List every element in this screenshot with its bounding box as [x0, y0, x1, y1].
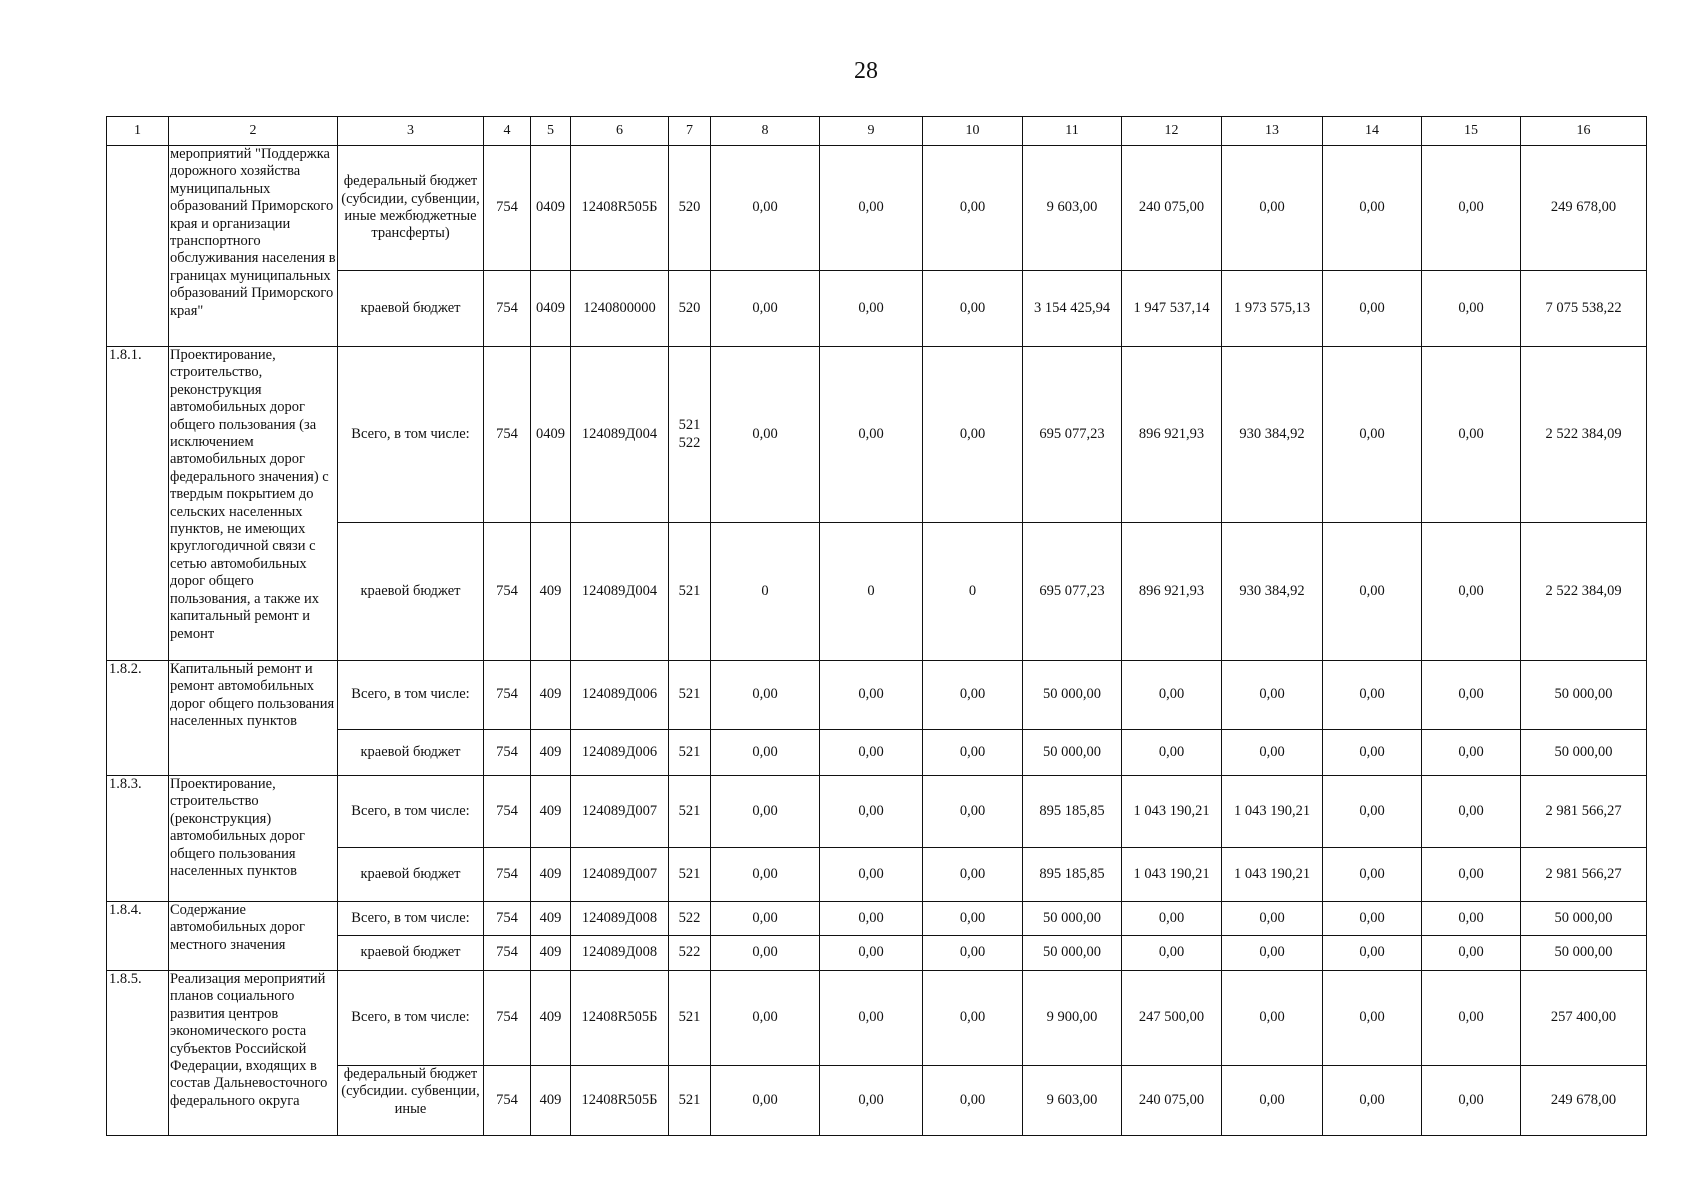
- year-col-8-cell: 0,00: [711, 971, 820, 1066]
- section-code-cell: 409: [531, 1066, 571, 1136]
- year-col-13-cell: 930 384,92: [1222, 347, 1323, 523]
- year-col-15-cell: 0,00: [1422, 271, 1521, 347]
- target-article-cell: 124089Д006: [571, 661, 669, 730]
- target-article-cell: 124089Д007: [571, 776, 669, 848]
- year-col-12-cell: 1 947 537,14: [1122, 271, 1222, 347]
- table-row: [107, 661, 1647, 730]
- column-header: 10: [923, 117, 1023, 146]
- expense-type-cell: 521: [669, 776, 711, 848]
- budget-source-cell: федеральный бюджет (субсидии. субвенции, иные: [338, 1066, 484, 1136]
- year-col-9-cell: 0: [820, 523, 923, 661]
- year-col-15-cell: 0,00: [1422, 523, 1521, 661]
- total-cell: 7 075 538,22: [1521, 271, 1647, 347]
- table-row: [107, 523, 1647, 661]
- year-col-10-cell: 0,00: [923, 661, 1023, 730]
- measure-name: Капитальный ремонт и ремонт автомобильных дорог общего пользования населенных пунктов: [169, 661, 338, 776]
- year-col-14-cell: 0,00: [1323, 902, 1422, 936]
- target-article-cell: 124089Д008: [571, 902, 669, 936]
- year-col-8-cell: 0,00: [711, 936, 820, 971]
- year-col-8-cell: 0,00: [711, 347, 820, 523]
- year-col-13-cell: 0,00: [1222, 936, 1323, 971]
- ministry-code-cell: 754: [484, 1066, 531, 1136]
- year-col-8-cell: 0,00: [711, 730, 820, 776]
- expense-type-cell: 521 522: [669, 347, 711, 523]
- budget-source-cell: краевой бюджет: [338, 730, 484, 776]
- year-col-14-cell: 0,00: [1323, 1066, 1422, 1136]
- expense-type-cell: 521: [669, 730, 711, 776]
- year-col-11-cell: 9 603,00: [1023, 146, 1122, 271]
- row-number: 1.8.3.: [107, 776, 169, 902]
- column-header: 1: [107, 117, 169, 146]
- year-col-15-cell: 0,00: [1422, 936, 1521, 971]
- total-cell: 50 000,00: [1521, 661, 1647, 730]
- year-col-9-cell: 0,00: [820, 661, 923, 730]
- year-col-9-cell: 0,00: [820, 730, 923, 776]
- ministry-code-cell: 754: [484, 347, 531, 523]
- column-header: 2: [169, 117, 338, 146]
- budget-source-cell: Всего, в том числе:: [338, 971, 484, 1066]
- year-col-14-cell: 0,00: [1323, 776, 1422, 848]
- column-header: 9: [820, 117, 923, 146]
- table-row: [107, 971, 1647, 1066]
- year-col-13-cell: 1 973 575,13: [1222, 271, 1323, 347]
- year-col-14-cell: 0,00: [1323, 661, 1422, 730]
- year-col-9-cell: 0,00: [820, 347, 923, 523]
- budget-source-cell: Всего, в том числе:: [338, 776, 484, 848]
- year-col-10-cell: 0,00: [923, 146, 1023, 271]
- year-col-10-cell: 0,00: [923, 902, 1023, 936]
- target-article-cell: 124089Д004: [571, 347, 669, 523]
- year-col-12-cell: 896 921,93: [1122, 347, 1222, 523]
- year-col-13-cell: 0,00: [1222, 146, 1323, 271]
- target-article-cell: 12408R505Б: [571, 1066, 669, 1136]
- expense-type-cell: 522: [669, 936, 711, 971]
- target-article-cell: 124089Д006: [571, 730, 669, 776]
- year-col-14-cell: 0,00: [1323, 347, 1422, 523]
- year-col-9-cell: 0,00: [820, 1066, 923, 1136]
- total-cell: 2 981 566,27: [1521, 848, 1647, 902]
- column-header: 5: [531, 117, 571, 146]
- ministry-code-cell: 754: [484, 271, 531, 347]
- ministry-code-cell: 754: [484, 971, 531, 1066]
- year-col-9-cell: 0,00: [820, 971, 923, 1066]
- year-col-11-cell: 50 000,00: [1023, 661, 1122, 730]
- expense-type-cell: 521: [669, 523, 711, 661]
- year-col-10-cell: 0,00: [923, 971, 1023, 1066]
- budget-source-cell: Всего, в том числе:: [338, 347, 484, 523]
- section-code-cell: 409: [531, 730, 571, 776]
- column-header: 11: [1023, 117, 1122, 146]
- column-header-row: [107, 117, 1647, 146]
- budget-source-cell: краевой бюджет: [338, 936, 484, 971]
- expense-type-cell: 521: [669, 661, 711, 730]
- year-col-12-cell: 240 075,00: [1122, 146, 1222, 271]
- year-col-12-cell: 0,00: [1122, 730, 1222, 776]
- year-col-15-cell: 0,00: [1422, 347, 1521, 523]
- target-article-cell: 12408R505Б: [571, 146, 669, 271]
- year-col-13-cell: 0,00: [1222, 1066, 1323, 1136]
- budget-source-cell: Всего, в том числе:: [338, 661, 484, 730]
- year-col-9-cell: 0,00: [820, 776, 923, 848]
- expense-type-cell: 521: [669, 971, 711, 1066]
- year-col-9-cell: 0,00: [820, 936, 923, 971]
- budget-source-cell: краевой бюджет: [338, 523, 484, 661]
- table-row: [107, 146, 1647, 271]
- table-row: [107, 730, 1647, 776]
- ministry-code-cell: 754: [484, 661, 531, 730]
- section-code-cell: 409: [531, 936, 571, 971]
- year-col-15-cell: 0,00: [1422, 776, 1521, 848]
- budget-source-cell: краевой бюджет: [338, 271, 484, 347]
- year-col-8-cell: 0,00: [711, 271, 820, 347]
- year-col-15-cell: 0,00: [1422, 902, 1521, 936]
- column-header: 16: [1521, 117, 1647, 146]
- year-col-11-cell: 895 185,85: [1023, 848, 1122, 902]
- year-col-11-cell: 50 000,00: [1023, 902, 1122, 936]
- section-code-cell: 409: [531, 661, 571, 730]
- year-col-13-cell: 1 043 190,21: [1222, 848, 1323, 902]
- budget-table: [106, 116, 1647, 1136]
- table-row: [107, 936, 1647, 971]
- year-col-10-cell: 0,00: [923, 776, 1023, 848]
- year-col-8-cell: 0,00: [711, 848, 820, 902]
- ministry-code-cell: 754: [484, 848, 531, 902]
- year-col-14-cell: 0,00: [1323, 730, 1422, 776]
- total-cell: 50 000,00: [1521, 902, 1647, 936]
- column-header: 3: [338, 117, 484, 146]
- ministry-code-cell: 754: [484, 523, 531, 661]
- year-col-13-cell: 0,00: [1222, 730, 1323, 776]
- column-header: 15: [1422, 117, 1521, 146]
- year-col-12-cell: 1 043 190,21: [1122, 848, 1222, 902]
- total-cell: 2 981 566,27: [1521, 776, 1647, 848]
- page-number: 28: [854, 58, 878, 84]
- year-col-13-cell: 930 384,92: [1222, 523, 1323, 661]
- year-col-10-cell: 0,00: [923, 271, 1023, 347]
- measure-name: Проектирование, строительство (реконструкция) автомобильных дорог общего пользования населенных пунктов: [169, 776, 338, 902]
- year-col-15-cell: 0,00: [1422, 1066, 1521, 1136]
- measure-name: Проектирование, строительство, реконструкция автомобильных дорог общего пользования (за исключением автомобильных дорог федерального значения) с твердым покрытием до сельских населенных пунктов, не имеющих круглогодичной связи с сетью автомобильных дорог общего пользования, а также их капитальный ремонт и ремонт: [169, 347, 338, 661]
- year-col-12-cell: 247 500,00: [1122, 971, 1222, 1066]
- year-col-15-cell: 0,00: [1422, 661, 1521, 730]
- year-col-12-cell: 896 921,93: [1122, 523, 1222, 661]
- column-header: 8: [711, 117, 820, 146]
- total-cell: 50 000,00: [1521, 730, 1647, 776]
- ministry-code-cell: 754: [484, 776, 531, 848]
- year-col-11-cell: 50 000,00: [1023, 936, 1122, 971]
- year-col-8-cell: 0: [711, 523, 820, 661]
- ministry-code-cell: 754: [484, 146, 531, 271]
- budget-source-cell: федеральный бюджет (субсидии, субвенции, иные межбюджетные трансферты): [338, 146, 484, 271]
- year-col-14-cell: 0,00: [1323, 848, 1422, 902]
- year-col-12-cell: 0,00: [1122, 902, 1222, 936]
- year-col-14-cell: 0,00: [1323, 271, 1422, 347]
- year-col-9-cell: 0,00: [820, 271, 923, 347]
- year-col-8-cell: 0,00: [711, 146, 820, 271]
- year-col-13-cell: 0,00: [1222, 902, 1323, 936]
- year-col-10-cell: 0,00: [923, 347, 1023, 523]
- section-code-cell: 409: [531, 776, 571, 848]
- ministry-code-cell: 754: [484, 730, 531, 776]
- row-number: 1.8.1.: [107, 347, 169, 661]
- row-number: 1.8.2.: [107, 661, 169, 776]
- section-code-cell: 0409: [531, 347, 571, 523]
- year-col-14-cell: 0,00: [1323, 971, 1422, 1066]
- column-header: 4: [484, 117, 531, 146]
- column-header: 13: [1222, 117, 1323, 146]
- expense-type-cell: 521: [669, 848, 711, 902]
- year-col-12-cell: 0,00: [1122, 936, 1222, 971]
- section-code-cell: 409: [531, 523, 571, 661]
- table-row: [107, 347, 1647, 523]
- section-code-cell: 0409: [531, 146, 571, 271]
- target-article-cell: 12408R505Б: [571, 971, 669, 1066]
- year-col-10-cell: 0: [923, 523, 1023, 661]
- column-header: 12: [1122, 117, 1222, 146]
- year-col-15-cell: 0,00: [1422, 848, 1521, 902]
- ministry-code-cell: 754: [484, 936, 531, 971]
- total-cell: 50 000,00: [1521, 936, 1647, 971]
- year-col-10-cell: 0,00: [923, 936, 1023, 971]
- year-col-13-cell: 0,00: [1222, 661, 1323, 730]
- column-header: 14: [1323, 117, 1422, 146]
- year-col-13-cell: 0,00: [1222, 971, 1323, 1066]
- target-article-cell: 124089Д004: [571, 523, 669, 661]
- year-col-13-cell: 1 043 190,21: [1222, 776, 1323, 848]
- year-col-9-cell: 0,00: [820, 848, 923, 902]
- table-row: [107, 776, 1647, 848]
- column-header: 7: [669, 117, 711, 146]
- year-col-10-cell: 0,00: [923, 730, 1023, 776]
- expense-type-cell: 521: [669, 1066, 711, 1136]
- expense-type-cell: 520: [669, 146, 711, 271]
- section-code-cell: 409: [531, 848, 571, 902]
- total-cell: 2 522 384,09: [1521, 347, 1647, 523]
- year-col-8-cell: 0,00: [711, 661, 820, 730]
- year-col-8-cell: 0,00: [711, 902, 820, 936]
- year-col-14-cell: 0,00: [1323, 936, 1422, 971]
- year-col-14-cell: 0,00: [1323, 523, 1422, 661]
- table-row: [107, 848, 1647, 902]
- year-col-11-cell: 50 000,00: [1023, 730, 1122, 776]
- year-col-10-cell: 0,00: [923, 848, 1023, 902]
- column-header: 6: [571, 117, 669, 146]
- table-row: [107, 1066, 1647, 1136]
- row-number: 1.8.5.: [107, 971, 169, 1136]
- row-number: 1.8.4.: [107, 902, 169, 971]
- total-cell: 249 678,00: [1521, 146, 1647, 271]
- year-col-10-cell: 0,00: [923, 1066, 1023, 1136]
- year-col-15-cell: 0,00: [1422, 971, 1521, 1066]
- year-col-9-cell: 0,00: [820, 146, 923, 271]
- table-row: [107, 271, 1647, 347]
- total-cell: 257 400,00: [1521, 971, 1647, 1066]
- target-article-cell: 1240800000: [571, 271, 669, 347]
- target-article-cell: 124089Д008: [571, 936, 669, 971]
- year-col-11-cell: 3 154 425,94: [1023, 271, 1122, 347]
- measure-name: Реализация мероприятий планов социального развития центров экономического роста субъектов Российской Федерации, входящих в состав Дальневосточного федерального округа: [169, 971, 338, 1136]
- budget-source-cell: краевой бюджет: [338, 848, 484, 902]
- section-code-cell: 409: [531, 902, 571, 936]
- year-col-15-cell: 0,00: [1422, 730, 1521, 776]
- budget-source-cell: Всего, в том числе:: [338, 902, 484, 936]
- year-col-12-cell: 0,00: [1122, 661, 1222, 730]
- section-code-cell: 0409: [531, 271, 571, 347]
- year-col-11-cell: 695 077,23: [1023, 347, 1122, 523]
- total-cell: 2 522 384,09: [1521, 523, 1647, 661]
- measure-name: мероприятий "Поддержка дорожного хозяйства муниципальных образований Приморского края и организации транспортного обслуживания населения в границах муниципальных образований Приморского края": [169, 146, 338, 347]
- year-col-8-cell: 0,00: [711, 776, 820, 848]
- year-col-11-cell: 695 077,23: [1023, 523, 1122, 661]
- year-col-12-cell: 240 075,00: [1122, 1066, 1222, 1136]
- measure-name: Содержание автомобильных дорог местного значения: [169, 902, 338, 971]
- year-col-11-cell: 9 900,00: [1023, 971, 1122, 1066]
- expense-type-cell: 522: [669, 902, 711, 936]
- section-code-cell: 409: [531, 971, 571, 1066]
- table-row: [107, 902, 1647, 936]
- ministry-code-cell: 754: [484, 902, 531, 936]
- target-article-cell: 124089Д007: [571, 848, 669, 902]
- year-col-11-cell: 9 603,00: [1023, 1066, 1122, 1136]
- year-col-15-cell: 0,00: [1422, 146, 1521, 271]
- year-col-12-cell: 1 043 190,21: [1122, 776, 1222, 848]
- expense-type-cell: 520: [669, 271, 711, 347]
- year-col-11-cell: 895 185,85: [1023, 776, 1122, 848]
- total-cell: 249 678,00: [1521, 1066, 1647, 1136]
- row-number: [107, 146, 169, 347]
- year-col-14-cell: 0,00: [1323, 146, 1422, 271]
- year-col-8-cell: 0,00: [711, 1066, 820, 1136]
- year-col-9-cell: 0,00: [820, 902, 923, 936]
